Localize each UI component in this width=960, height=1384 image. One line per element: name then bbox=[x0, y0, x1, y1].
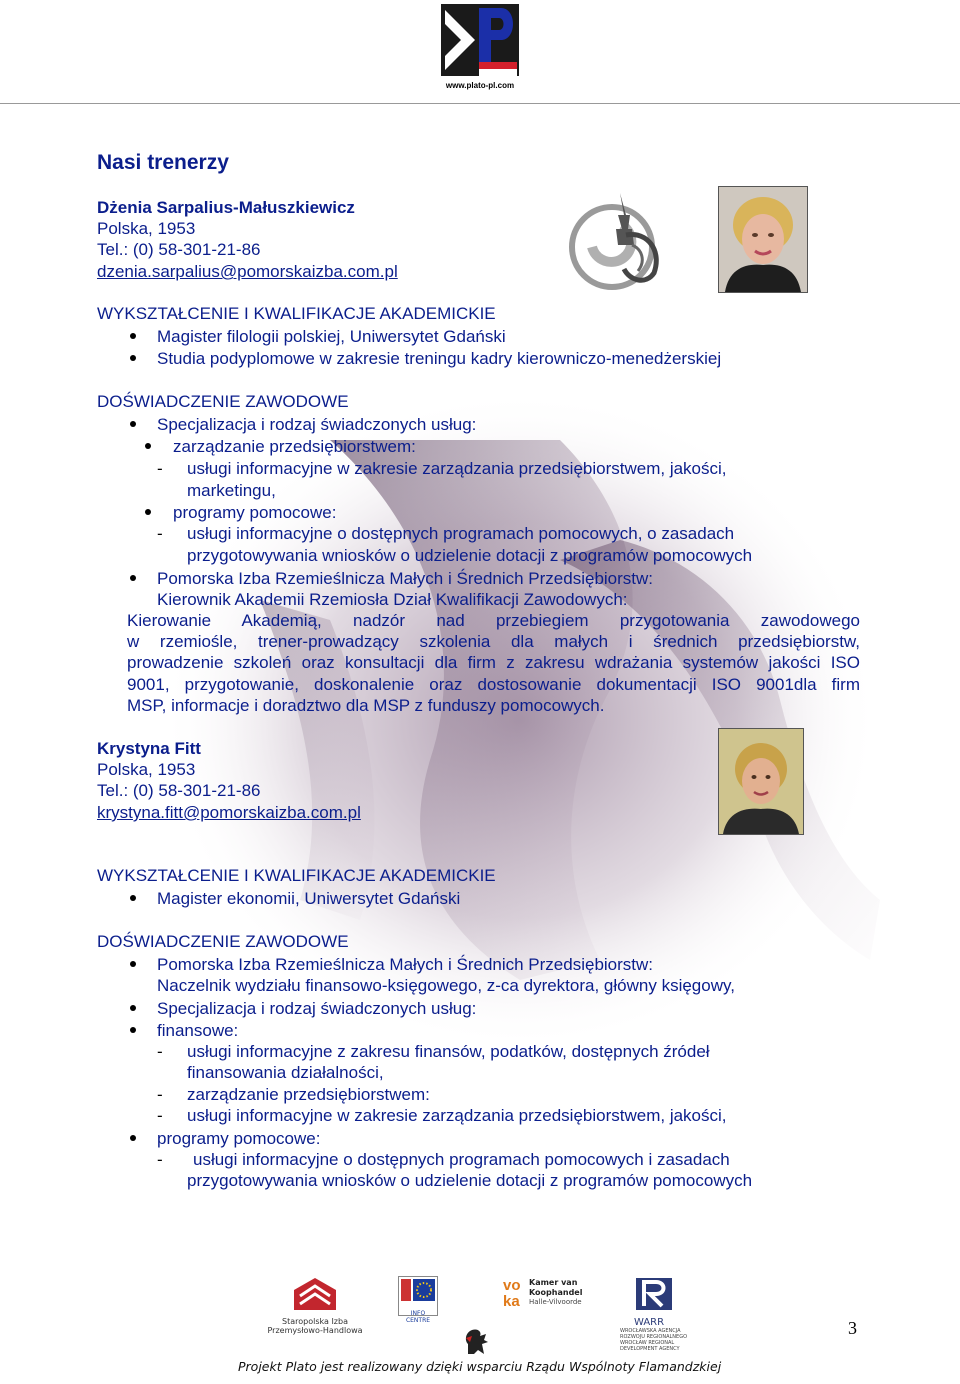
dash: - bbox=[157, 1150, 163, 1169]
sponsor-warr bbox=[620, 1276, 700, 1354]
trainer1-phone: Tel.: (0) 58-301-21-86 bbox=[97, 240, 261, 259]
dash: - bbox=[157, 1085, 163, 1104]
trainer1-education-item: Magister filologii polskiej, Uniwersytet Gdański bbox=[157, 327, 506, 346]
trainer1-prog: programy pomocowe: bbox=[173, 503, 337, 522]
trainer2-role: Naczelnik wydziału finansowo-księgowego, z-ca dyrektora, główny księgowy, bbox=[157, 976, 735, 995]
sponsor-staropolska-line1: Staropolska Izba bbox=[282, 1317, 348, 1326]
trainer2-photo bbox=[718, 728, 804, 835]
plato-logo bbox=[441, 4, 519, 88]
dash: - bbox=[157, 1042, 163, 1061]
trainer1-paragraph-line: w rzemiośle, trener-prowadzący szkolenia dla małych i średnich przedsiębiorstw, bbox=[127, 632, 860, 651]
sponsor-euro-label: INFO CENTRE bbox=[405, 1310, 431, 1324]
footer-credit: Projekt Plato jest realizowany dzięki wsparciu Rządu Wspólnoty Flamandzkiej bbox=[238, 1359, 722, 1374]
warr-logo-icon bbox=[634, 1276, 674, 1312]
voka-mark: vo ka bbox=[503, 1277, 521, 1310]
logo-url[interactable]: www.plato-pl.com bbox=[445, 81, 515, 90]
voka-line2: Koophandel bbox=[529, 1288, 583, 1297]
trainer1-email-link[interactable]: dzenia.sarpalius@pomorskaizba.com.pl bbox=[97, 262, 398, 281]
bullet bbox=[130, 1135, 136, 1141]
trainer1-spec: Specjalizacja i rodzaj świadczonych usług: bbox=[157, 415, 477, 434]
trainer1-experience-heading: DOŚWIADCZENIE ZAWODOWE bbox=[97, 392, 349, 411]
trainer2-education-item: Magister ekonomii, Uniwersytet Gdański bbox=[157, 889, 461, 908]
craft-chamber-emblem bbox=[562, 185, 670, 295]
trainer1-prog-item: usługi informacyjne o dostępnych programach pomocowych, o zasadach bbox=[187, 524, 735, 543]
bullet bbox=[145, 443, 151, 449]
bullet bbox=[130, 961, 136, 967]
voka-line3: Halle-Vilvoorde bbox=[529, 1298, 582, 1306]
dash: - bbox=[157, 459, 163, 478]
warr-line3: WROCŁAW REGIONAL bbox=[620, 1340, 675, 1346]
trainer2-fin: finansowe: bbox=[157, 1021, 239, 1040]
staropolska-logo-icon bbox=[292, 1276, 338, 1312]
dash: - bbox=[157, 1106, 163, 1125]
trainer1-paragraph-line: 9001, przygotowanie, doskonalenie oraz dostosowanie dokumentacji ISO 9001dla firm bbox=[127, 675, 860, 694]
bullet bbox=[130, 1027, 136, 1033]
sponsor-voka bbox=[503, 1276, 583, 1316]
trainer2-prog-item: usługi informacyjne o dostępnych programach pomocowych i zasadach bbox=[193, 1150, 730, 1169]
trainer1-paragraph-line: Kierowanie Akademią, nadzór nad przebiegiem przygotowania zawodowego bbox=[127, 611, 860, 630]
sponsor-staropolska-line2: Przemysłowo-Handlowa bbox=[267, 1326, 363, 1335]
page-number: 3 bbox=[848, 1318, 857, 1338]
warr-line4: DEVELOPMENT AGENCY bbox=[620, 1346, 680, 1352]
dash: - bbox=[157, 524, 163, 543]
trainer2-education-heading: WYKSZTAŁCENIE I KWALIFIKACJE AKADEMICKIE bbox=[97, 866, 496, 885]
trainer2-phone: Tel.: (0) 58-301-21-86 bbox=[97, 781, 261, 800]
trainer1-education-heading: WYKSZTAŁCENIE I KWALIFIKACJE AKADEMICKIE bbox=[97, 304, 496, 323]
trainer1-prog-item: przygotowywania wniosków o udzielenie dotacji z programów pomocowych bbox=[187, 546, 753, 565]
header-divider bbox=[0, 103, 960, 104]
trainer1-education-item: Studia podyplomowe w zakresie treningu kadry kierowniczo-menedżerskiej bbox=[157, 349, 722, 368]
bullet bbox=[130, 333, 136, 339]
trainer2-fin-item: usługi informacyjne z zakresu finansów, podatków, dostępnych źródeł bbox=[187, 1042, 710, 1061]
trainer1-role: Kierownik Akademii Rzemiosła Dział Kwalifikacji Zawodowych: bbox=[157, 590, 628, 609]
trainer2-experience-heading: DOŚWIADCZENIE ZAWODOWE bbox=[97, 932, 349, 951]
bullet bbox=[145, 509, 151, 515]
sponsor-euro-info-centre bbox=[398, 1276, 438, 1324]
flanders-lion-icon bbox=[462, 1326, 490, 1356]
plato-logo-mark bbox=[441, 4, 519, 76]
trainer2-prog-item: przygotowywania wniosków o udzielenie dotacji z programów pomocowych bbox=[187, 1171, 753, 1190]
warr-name: WARR bbox=[634, 1317, 665, 1328]
bullet bbox=[130, 575, 136, 581]
trainer1-name: Dżenia Sarpalius-Małuszkiewicz bbox=[97, 198, 355, 217]
trainer2-name: Krystyna Fitt bbox=[97, 739, 201, 758]
eu-flag-icon bbox=[399, 1277, 437, 1305]
bullet bbox=[130, 1005, 136, 1011]
trainer1-paragraph-line: prowadzenie szkoleń oraz konsultacji dla firm z zakresu wdrażania systemów jakości ISO bbox=[127, 653, 860, 672]
trainer1-mgmt: zarządzanie przedsiębiorstwem: bbox=[173, 437, 416, 456]
trainer2-email-link[interactable]: krystyna.fitt@pomorskaizba.com.pl bbox=[97, 803, 361, 822]
trainer2-spec: Specjalizacja i rodzaj świadczonych usług: bbox=[157, 999, 477, 1018]
bullet bbox=[130, 895, 136, 901]
trainer2-prog: programy pomocowe: bbox=[157, 1129, 321, 1148]
trainer2-origin: Polska, 1953 bbox=[97, 760, 196, 779]
voka-line1: Kamer van bbox=[529, 1278, 578, 1287]
trainer2-mgmt-info: usługi informacyjne w zakresie zarządzania przedsiębiorstwem, jakości, bbox=[187, 1106, 727, 1125]
sponsor-staropolska bbox=[262, 1276, 368, 1335]
bullet bbox=[130, 355, 136, 361]
trainer2-mgmt-item: zarządzanie przedsiębiorstwem: bbox=[187, 1085, 430, 1104]
trainer2-fin-item: finansowania działalności, bbox=[187, 1063, 384, 1082]
trainer1-mgmt-item: usługi informacyjne w zakresie zarządzania przedsiębiorstwem, jakości, bbox=[187, 459, 727, 478]
trainer1-chamber: Pomorska Izba Rzemieślnicza Małych i Średnich Przedsiębiorstw: bbox=[157, 569, 654, 588]
bullet bbox=[130, 421, 136, 427]
trainer1-mgmt-item: marketingu, bbox=[187, 481, 276, 500]
warr-line1: WROCŁAWSKA AGENCJA bbox=[620, 1328, 681, 1334]
trainer1-origin: Polska, 1953 bbox=[97, 219, 196, 238]
page-title: Nasi trenerzy bbox=[97, 151, 229, 174]
warr-line2: ROZWOJU REGIONALNEGO bbox=[620, 1334, 688, 1340]
trainer1-paragraph-line: MSP, informacje i doradztwo dla MSP z funduszy pomocowych. bbox=[127, 696, 605, 715]
trainer2-chamber: Pomorska Izba Rzemieślnicza Małych i Średnich Przedsiębiorstw: bbox=[157, 955, 654, 974]
trainer1-photo bbox=[718, 186, 808, 293]
